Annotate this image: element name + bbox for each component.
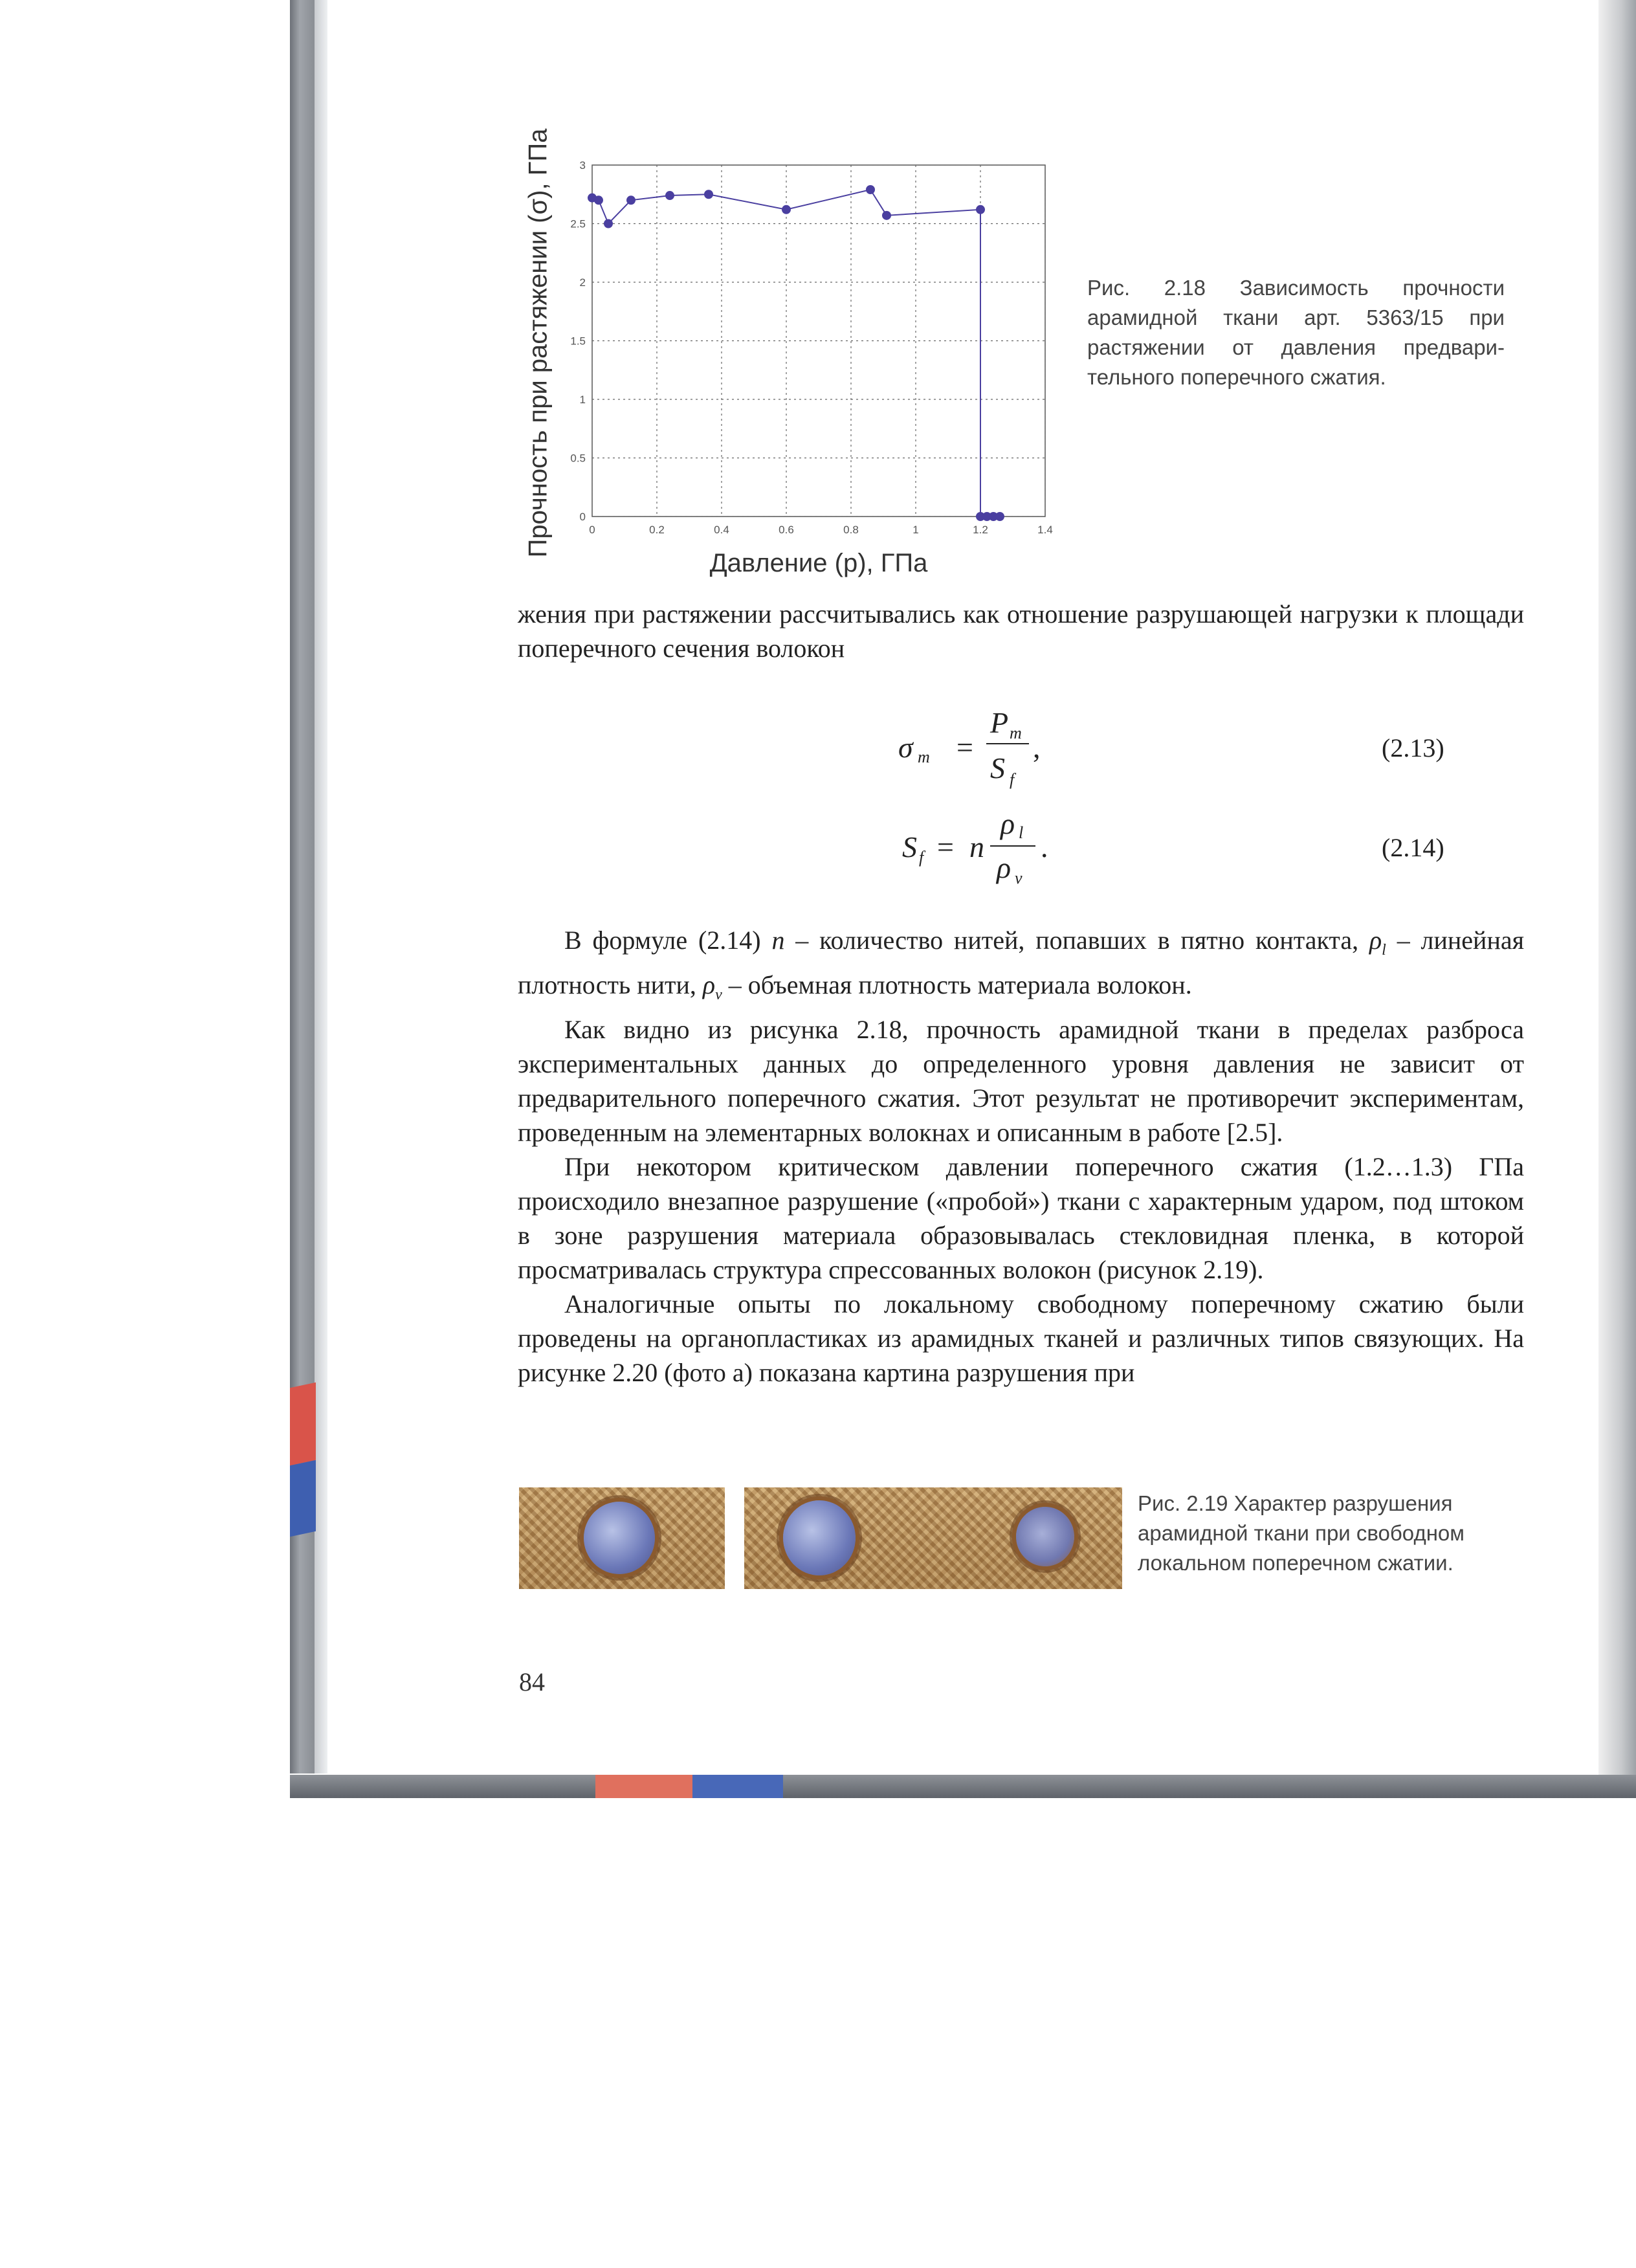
figure-2-18-caption: Рис. 2.18 Зависимость прочности арамидной ткани арт. 5363/15 при растяжении от давления предварительного поперечного сжатия. — [1087, 276, 1505, 389]
text-block-2 — [518, 923, 1524, 1390]
figure-2-19-caption: Рис. 2.19 Характер разрушения арамидной ткани при свободном локальном поперечном сжатии. — [1138, 1491, 1465, 1575]
eq1-tail: , — [1033, 731, 1041, 764]
x-tick-label: 1.4 — [1037, 524, 1053, 536]
eq2-coef: n — [969, 830, 984, 863]
text-block-1 — [518, 597, 1524, 665]
data-point — [866, 185, 875, 194]
paragraph-5: Аналогичные опыты по локальному свободному поперечному сжатию были проведены на органопластиках из арамидных тканей и различных типов связующих. На рисунке 2.20 (фото а) показана картина разрушения при — [518, 1289, 1524, 1387]
page-edge-right — [1598, 0, 1636, 1786]
x-tick-label: 1.2 — [973, 524, 988, 536]
y-tick-label: 1 — [579, 394, 586, 406]
eq2-tail: . — [1041, 830, 1048, 863]
eq2-lhs: S — [902, 830, 917, 863]
eq1-lhs: σ — [898, 731, 913, 764]
book-gutter — [315, 0, 327, 1773]
y-tick-label: 1.5 — [570, 335, 586, 348]
cover-stripe-blue — [290, 1460, 316, 1537]
data-point — [976, 205, 985, 214]
fracture-spot — [1016, 1507, 1074, 1566]
x-tick-label: 1 — [912, 524, 919, 536]
y-tick-label: 0 — [579, 511, 586, 523]
x-tick-label: 0.8 — [843, 524, 859, 536]
paragraph-3: Как видно из рисунка 2.18, прочность арамидной ткани в пределах разброса экспериментальных данных до определенного уровня давления не зависит от предварительного поперечного сжатия. Этот результат не противоречит экспериментам, проведенным на элементарных волокнах и описанным в работе [2.5]. — [518, 1015, 1524, 1147]
data-point — [594, 195, 603, 205]
paragraph-4: При некотором критическом давлении поперечного сжатия (1.2…1.3) ГПа происходило внезапное разрушение («пробой») ткани с характерным ударом, под штоком в зоне разрушения материала образовывалась стекловидная пленка, в которой просматривалась структура спрессованных волокон (рисунок 2.19). — [518, 1152, 1524, 1284]
paragraph-1: жения при растяжении рассчитывались как отношение разрушающей нагрузки к площади поперечного сечения волокон — [518, 599, 1524, 663]
x-tick-label: 0 — [589, 524, 595, 536]
eq1-equals: = — [956, 731, 973, 764]
x-tick-label: 0.2 — [649, 524, 665, 536]
eq1-lhs-sub: m — [918, 748, 930, 766]
eq1-num: P — [990, 706, 1009, 739]
eq2-den-sub: v — [1015, 869, 1022, 887]
data-point — [995, 512, 1004, 521]
eq2-number: (2.14) — [1382, 833, 1444, 862]
figure-2-19-photo-right — [744, 1487, 1122, 1589]
fracture-spot — [783, 1500, 856, 1575]
data-point — [665, 191, 674, 200]
page-number: 84 — [519, 1667, 545, 1696]
eq1-num-sub: m — [1010, 724, 1022, 742]
paragraph-2: В формуле (2.14) n – количество нитей, попавших в пятно контакта, $\rho_l$ – линейная плотность нити, $\rho_v$ – объемная плотность материала волокон. — [518, 926, 1525, 1003]
eq2-fraction-bar — [990, 845, 1035, 847]
eq2-den: ρ — [997, 851, 1011, 884]
x-tick-label: 0.6 — [779, 524, 794, 536]
chart-y-axis-label: Прочность при растяжении (σ), ГПа — [524, 128, 553, 558]
y-tick-label: 2 — [579, 276, 586, 289]
eq1-fraction-bar — [986, 743, 1029, 744]
bottom-stripe-red — [595, 1775, 692, 1798]
eq1-den: S — [990, 751, 1005, 784]
y-tick-label: 3 — [579, 159, 586, 172]
fracture-spot — [584, 1502, 655, 1574]
figure-2-18-chart — [505, 97, 1087, 589]
data-point — [626, 195, 636, 205]
data-point — [604, 219, 613, 228]
y-tick-label: 0.5 — [570, 452, 586, 465]
x-tick-label: 0.4 — [714, 524, 729, 536]
eq2-lhs-sub: f — [919, 848, 924, 867]
series-line — [592, 190, 1000, 517]
eq2-num: ρ — [1000, 807, 1015, 840]
book-bottom-edge — [290, 1775, 1636, 1798]
eq1-number: (2.13) — [1382, 733, 1444, 762]
y-tick-label: 2.5 — [570, 217, 586, 230]
cover-stripe-red — [290, 1383, 316, 1466]
eq2-equals: = — [937, 830, 954, 863]
data-point — [882, 211, 891, 220]
figure-2-19-photo-left — [519, 1487, 725, 1589]
eq2-num-sub: l — [1019, 823, 1024, 842]
bottom-stripe-blue — [692, 1775, 783, 1798]
chart-x-axis-label: Давление (p), ГПа — [709, 549, 928, 577]
data-point — [782, 205, 791, 214]
data-point — [704, 190, 713, 199]
eq1-den-sub: f — [1010, 770, 1015, 789]
